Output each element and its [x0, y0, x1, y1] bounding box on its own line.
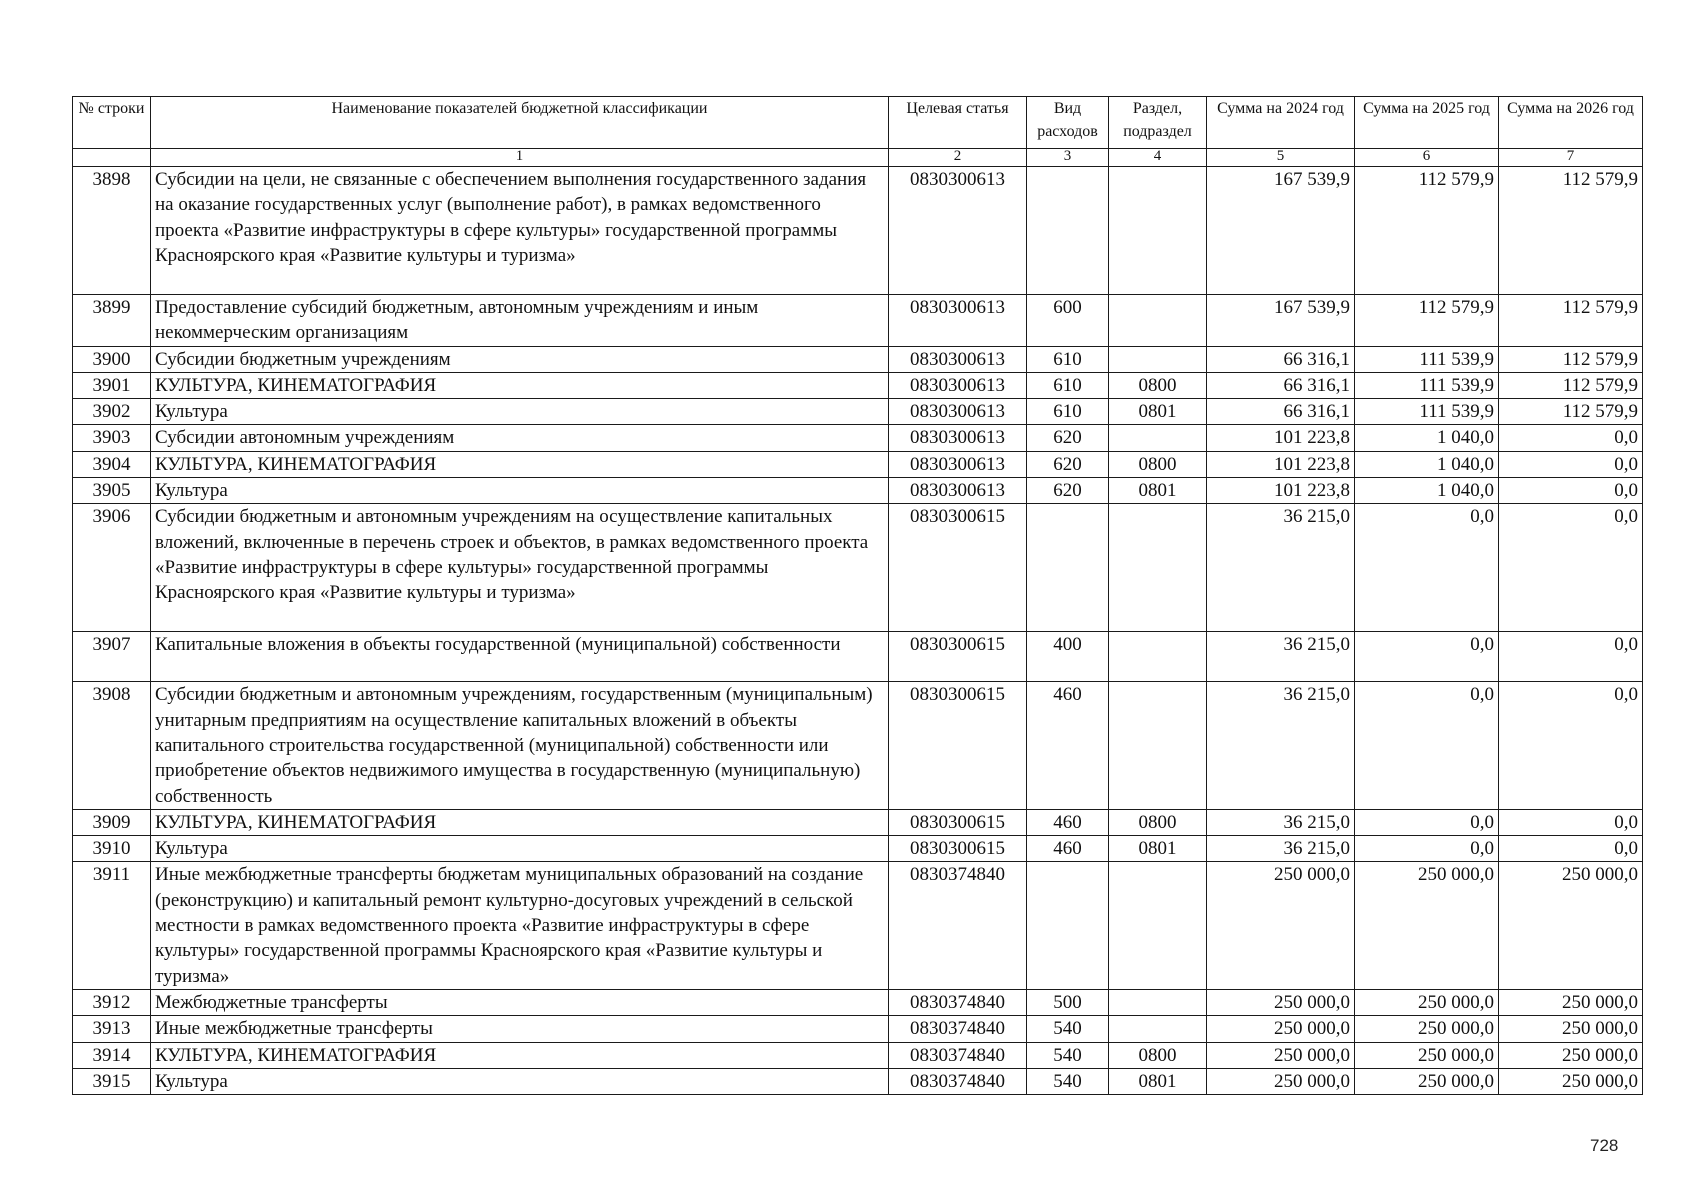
- row-sum-2026: 250 000,0: [1499, 1042, 1643, 1068]
- row-section: 0801: [1109, 836, 1207, 862]
- row-sum-2026: 0,0: [1499, 836, 1643, 862]
- row-section: 0800: [1109, 1042, 1207, 1068]
- row-expense-type: 460: [1027, 682, 1109, 809]
- row-target-article: 0830374840: [889, 989, 1027, 1015]
- table-row: [73, 167, 1643, 295]
- row-name: Субсидии бюджетным и автономным учреждениям на осуществление капитальных вложений, включенные в перечень строек и объектов, в рамках ведомственного проекта «Развитие инфраструктуры в сфере культуры» государственной программы Красноярского края «Развитие культуры и туризма»: [151, 504, 889, 632]
- row-target-article: 0830300613: [889, 372, 1027, 398]
- row-number: 3905: [73, 478, 151, 504]
- row-expense-type: 460: [1027, 809, 1109, 835]
- row-name: КУЛЬТУРА, КИНЕМАТОГРАФИЯ: [151, 809, 889, 835]
- row-sum-2024: 101 223,8: [1207, 478, 1355, 504]
- row-sum-2024: 36 215,0: [1207, 836, 1355, 862]
- table-row: [73, 346, 1643, 372]
- row-target-article: 0830300615: [889, 836, 1027, 862]
- row-sum-2025: 250 000,0: [1355, 989, 1499, 1015]
- header-sum-2026: Сумма на 2026 год: [1499, 97, 1643, 149]
- header-sum-2025: Сумма на 2025 год: [1355, 97, 1499, 149]
- row-name: КУЛЬТУРА, КИНЕМАТОГРАФИЯ: [151, 372, 889, 398]
- row-name: Культура: [151, 1068, 889, 1094]
- row-sum-2024: 36 215,0: [1207, 504, 1355, 632]
- header-expense-type: Вид расходов: [1027, 97, 1109, 149]
- row-section: 0801: [1109, 478, 1207, 504]
- row-sum-2026: 250 000,0: [1499, 862, 1643, 989]
- table-row: [73, 632, 1643, 682]
- row-section: [1109, 862, 1207, 989]
- row-name: Иные межбюджетные трансферты: [151, 1016, 889, 1042]
- row-sum-2025: 250 000,0: [1355, 862, 1499, 989]
- row-number: 3908: [73, 682, 151, 809]
- row-sum-2025: 0,0: [1355, 632, 1499, 682]
- row-target-article: 0830300615: [889, 809, 1027, 835]
- row-sum-2024: 36 215,0: [1207, 682, 1355, 809]
- row-sum-2026: 0,0: [1499, 632, 1643, 682]
- row-number: 3900: [73, 346, 151, 372]
- row-sum-2026: 0,0: [1499, 451, 1643, 477]
- table-row: [73, 372, 1643, 398]
- row-target-article: 0830300613: [889, 425, 1027, 451]
- row-name: Иные межбюджетные трансферты бюджетам муниципальных образований на создание (реконструкцию) и капитальный ремонт культурно-досуговых учреждений в сельской местности в рамках ведомственного проекта «Развитие инфраструктуры в сфере культуры» государственной программы Красноярского края «Развитие культуры и туризма»: [151, 862, 889, 989]
- row-sum-2024: 101 223,8: [1207, 425, 1355, 451]
- row-sum-2024: 250 000,0: [1207, 862, 1355, 989]
- table-row: [73, 682, 1643, 809]
- row-expense-type: 620: [1027, 425, 1109, 451]
- row-sum-2025: 112 579,9: [1355, 167, 1499, 295]
- table-row: [73, 989, 1643, 1015]
- row-number: 3902: [73, 399, 151, 425]
- row-name: КУЛЬТУРА, КИНЕМАТОГРАФИЯ: [151, 1042, 889, 1068]
- row-sum-2026: 0,0: [1499, 809, 1643, 835]
- row-sum-2026: 112 579,9: [1499, 167, 1643, 295]
- row-number: 3914: [73, 1042, 151, 1068]
- row-target-article: 0830374840: [889, 1068, 1027, 1094]
- row-section: 0800: [1109, 451, 1207, 477]
- row-target-article: 0830374840: [889, 1042, 1027, 1068]
- row-number: 3899: [73, 295, 151, 347]
- table-row: [73, 451, 1643, 477]
- row-sum-2025: 111 539,9: [1355, 372, 1499, 398]
- table-row: [73, 504, 1643, 632]
- row-sum-2024: 66 316,1: [1207, 399, 1355, 425]
- row-expense-type: 540: [1027, 1042, 1109, 1068]
- row-sum-2025: 112 579,9: [1355, 295, 1499, 347]
- row-number: 3910: [73, 836, 151, 862]
- row-section: [1109, 295, 1207, 347]
- row-section: [1109, 682, 1207, 809]
- row-expense-type: 540: [1027, 1016, 1109, 1042]
- row-sum-2025: 1 040,0: [1355, 478, 1499, 504]
- row-section: 0801: [1109, 399, 1207, 425]
- table-row: [73, 1068, 1643, 1094]
- header-section: Раздел, подраздел: [1109, 97, 1207, 149]
- header-row-number: № строки: [73, 97, 151, 149]
- budget-table: [72, 96, 1643, 1095]
- row-sum-2024: 167 539,9: [1207, 295, 1355, 347]
- row-expense-type: 620: [1027, 478, 1109, 504]
- row-expense-type: [1027, 862, 1109, 989]
- row-expense-type: 540: [1027, 1068, 1109, 1094]
- row-expense-type: 500: [1027, 989, 1109, 1015]
- row-section: [1109, 167, 1207, 295]
- table-row: [73, 478, 1643, 504]
- row-number: 3907: [73, 632, 151, 682]
- row-section: 0800: [1109, 372, 1207, 398]
- row-number: 3911: [73, 862, 151, 989]
- row-sum-2026: 0,0: [1499, 682, 1643, 809]
- row-number: 3913: [73, 1016, 151, 1042]
- row-expense-type: 610: [1027, 399, 1109, 425]
- table-row: [73, 1042, 1643, 1068]
- row-sum-2024: 36 215,0: [1207, 632, 1355, 682]
- row-sum-2025: 0,0: [1355, 836, 1499, 862]
- row-number: 3909: [73, 809, 151, 835]
- column-number-7: 7: [1499, 149, 1643, 167]
- row-sum-2024: 250 000,0: [1207, 1016, 1355, 1042]
- row-expense-type: [1027, 167, 1109, 295]
- column-number-3: 3: [1027, 149, 1109, 167]
- row-sum-2024: 167 539,9: [1207, 167, 1355, 295]
- row-sum-2024: 250 000,0: [1207, 1042, 1355, 1068]
- row-target-article: 0830300615: [889, 504, 1027, 632]
- column-number-1: 1: [151, 149, 889, 167]
- table-row: [73, 862, 1643, 989]
- row-sum-2025: 250 000,0: [1355, 1016, 1499, 1042]
- row-sum-2025: 1 040,0: [1355, 425, 1499, 451]
- row-name: Культура: [151, 399, 889, 425]
- page-number: 728: [1590, 1136, 1619, 1155]
- row-sum-2026: 112 579,9: [1499, 346, 1643, 372]
- row-sum-2026: 250 000,0: [1499, 1068, 1643, 1094]
- row-target-article: 0830300613: [889, 295, 1027, 347]
- row-section: 0800: [1109, 809, 1207, 835]
- row-sum-2025: 1 040,0: [1355, 451, 1499, 477]
- header-target-article: Целевая статья: [889, 97, 1027, 149]
- row-expense-type: 620: [1027, 451, 1109, 477]
- row-sum-2025: 0,0: [1355, 504, 1499, 632]
- row-expense-type: 610: [1027, 372, 1109, 398]
- row-sum-2026: 112 579,9: [1499, 295, 1643, 347]
- row-section: [1109, 1016, 1207, 1042]
- row-expense-type: 400: [1027, 632, 1109, 682]
- column-number-4: 4: [1109, 149, 1207, 167]
- header-sum-2024: Сумма на 2024 год: [1207, 97, 1355, 149]
- row-sum-2024: 66 316,1: [1207, 372, 1355, 398]
- row-name: Предоставление субсидий бюджетным, автономным учреждениям и иным некоммерческим организациям: [151, 295, 889, 347]
- row-section: [1109, 346, 1207, 372]
- row-name: Культура: [151, 478, 889, 504]
- row-section: [1109, 504, 1207, 632]
- row-name: Субсидии автономным учреждениям: [151, 425, 889, 451]
- row-sum-2025: 0,0: [1355, 809, 1499, 835]
- table-row: [73, 425, 1643, 451]
- row-number: 3912: [73, 989, 151, 1015]
- row-target-article: 0830300613: [889, 399, 1027, 425]
- row-sum-2024: 250 000,0: [1207, 989, 1355, 1015]
- row-name: Культура: [151, 836, 889, 862]
- row-section: [1109, 632, 1207, 682]
- row-sum-2025: 111 539,9: [1355, 399, 1499, 425]
- header-name: Наименование показателей бюджетной классификации: [151, 97, 889, 149]
- table-row: [73, 1016, 1643, 1042]
- row-sum-2026: 250 000,0: [1499, 1016, 1643, 1042]
- row-expense-type: 460: [1027, 836, 1109, 862]
- row-section: [1109, 989, 1207, 1015]
- row-sum-2025: 250 000,0: [1355, 1042, 1499, 1068]
- row-sum-2024: 250 000,0: [1207, 1068, 1355, 1094]
- column-number-6: 6: [1355, 149, 1499, 167]
- row-number: 3901: [73, 372, 151, 398]
- column-number-0: [73, 149, 151, 167]
- row-sum-2025: 111 539,9: [1355, 346, 1499, 372]
- row-target-article: 0830300613: [889, 478, 1027, 504]
- row-sum-2025: 250 000,0: [1355, 1068, 1499, 1094]
- row-number: 3903: [73, 425, 151, 451]
- row-name: Межбюджетные трансферты: [151, 989, 889, 1015]
- row-name: Субсидии бюджетным учреждениям: [151, 346, 889, 372]
- row-sum-2026: 112 579,9: [1499, 372, 1643, 398]
- row-target-article: 0830374840: [889, 862, 1027, 989]
- row-sum-2024: 101 223,8: [1207, 451, 1355, 477]
- row-name: Субсидии на цели, не связанные с обеспечением выполнения государственного задания на оказание государственных услуг (выполнение работ), в рамках ведомственного проекта «Развитие инфраструктуры в сфере культуры» государственной программы Красноярского края «Развитие культуры и туризма»: [151, 167, 889, 295]
- row-target-article: 0830300615: [889, 632, 1027, 682]
- column-number-5: 5: [1207, 149, 1355, 167]
- row-name: КУЛЬТУРА, КИНЕМАТОГРАФИЯ: [151, 451, 889, 477]
- row-expense-type: [1027, 504, 1109, 632]
- column-number-2: 2: [889, 149, 1027, 167]
- row-expense-type: 600: [1027, 295, 1109, 347]
- row-sum-2025: 0,0: [1355, 682, 1499, 809]
- row-target-article: 0830300613: [889, 451, 1027, 477]
- row-sum-2026: 0,0: [1499, 425, 1643, 451]
- row-expense-type: 610: [1027, 346, 1109, 372]
- row-target-article: 0830300613: [889, 346, 1027, 372]
- row-sum-2024: 66 316,1: [1207, 346, 1355, 372]
- row-section: 0801: [1109, 1068, 1207, 1094]
- row-sum-2026: 250 000,0: [1499, 989, 1643, 1015]
- row-sum-2026: 0,0: [1499, 504, 1643, 632]
- row-name: Субсидии бюджетным и автономным учреждениям, государственным (муниципальным) унитарным предприятиям на осуществление капитальных вложений в объекты капитального строительства государственной (муниципальной) собственности или приобретение объектов недвижимого имущества в государственную (муниципальную) собственность: [151, 682, 889, 809]
- table-row: [73, 809, 1643, 835]
- row-number: 3915: [73, 1068, 151, 1094]
- table-row: [73, 295, 1643, 347]
- row-number: 3904: [73, 451, 151, 477]
- table-row: [73, 836, 1643, 862]
- row-target-article: 0830300615: [889, 682, 1027, 809]
- row-name: Капитальные вложения в объекты государственной (муниципальной) собственности: [151, 632, 889, 682]
- row-section: [1109, 425, 1207, 451]
- row-sum-2024: 36 215,0: [1207, 809, 1355, 835]
- row-sum-2026: 0,0: [1499, 478, 1643, 504]
- row-target-article: 0830300613: [889, 167, 1027, 295]
- table-row: [73, 399, 1643, 425]
- row-sum-2026: 112 579,9: [1499, 399, 1643, 425]
- row-target-article: 0830374840: [889, 1016, 1027, 1042]
- row-number: 3898: [73, 167, 151, 295]
- row-number: 3906: [73, 504, 151, 632]
